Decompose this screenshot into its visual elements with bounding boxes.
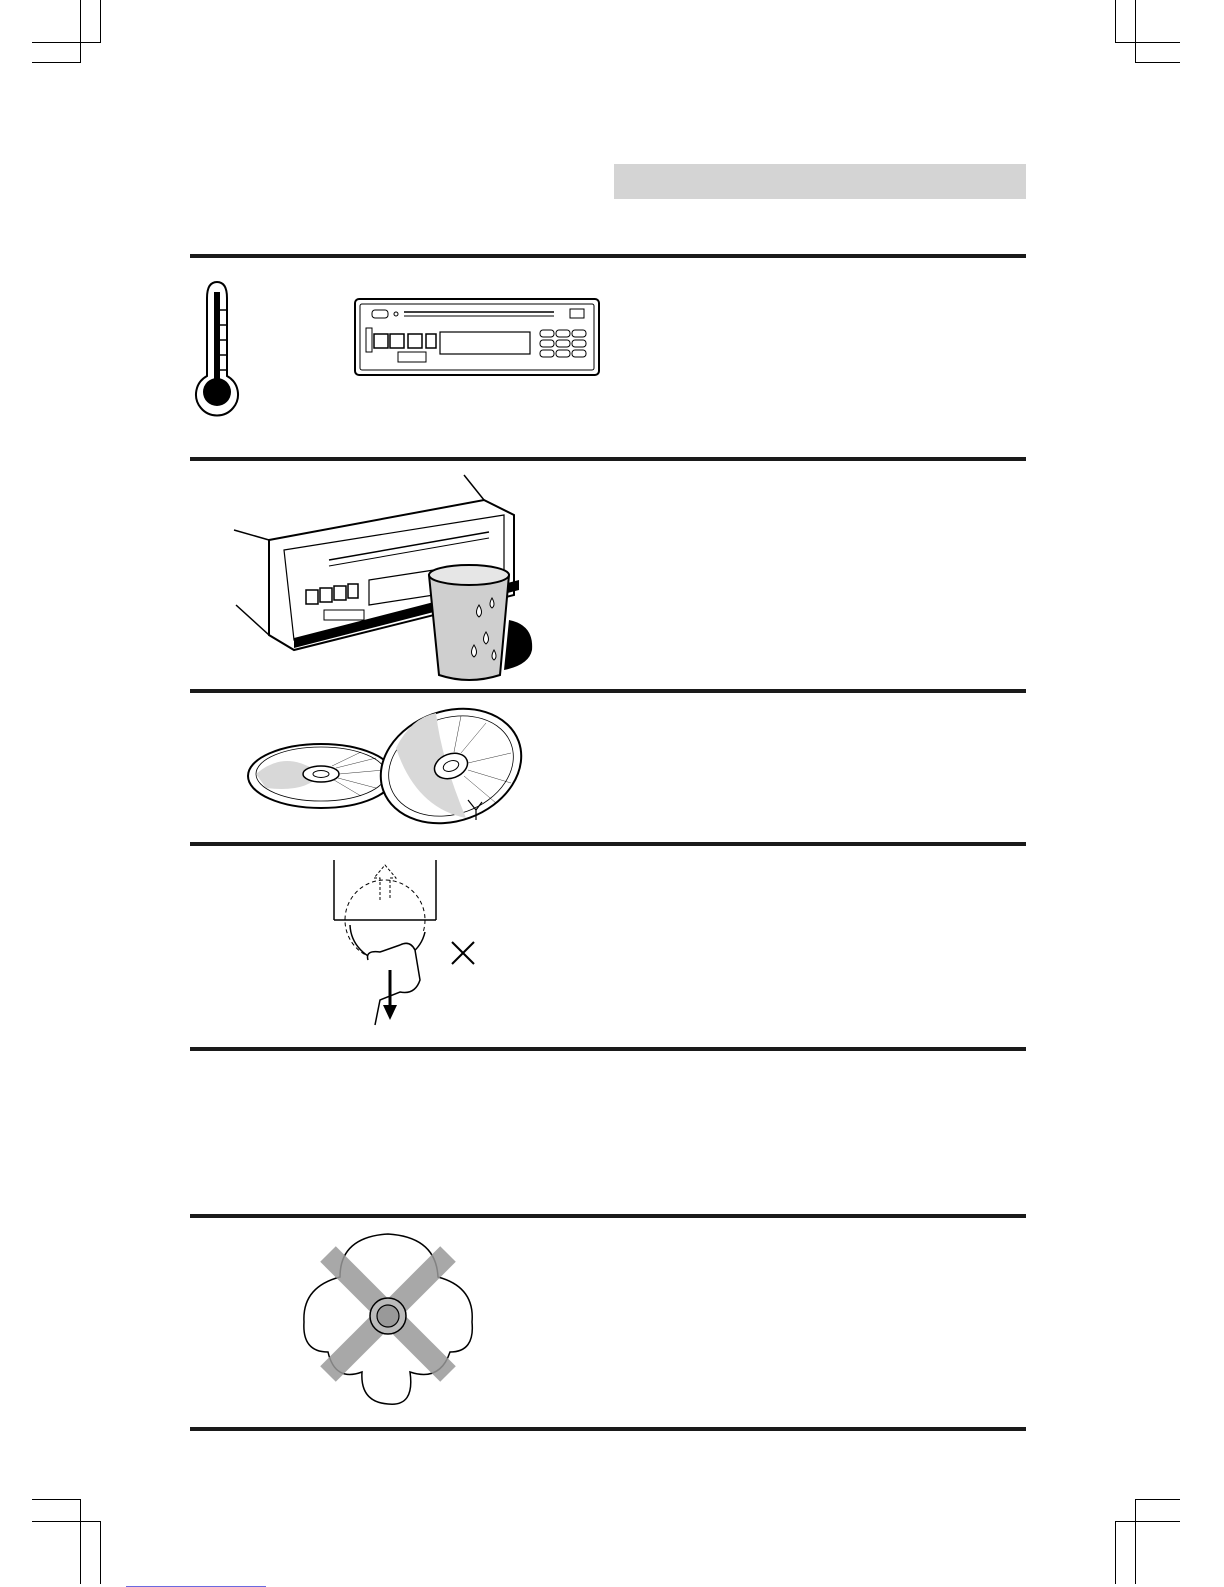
car-stereo-with-cold-glass [234, 470, 539, 685]
section-divider [190, 689, 1026, 693]
warped-discs [246, 708, 531, 830]
section-divider [190, 254, 1026, 258]
section-divider [190, 1214, 1026, 1218]
disc-ejection-pull [330, 860, 480, 1025]
irregular-shaped-disc-prohibited [300, 1232, 478, 1407]
section-divider [190, 457, 1026, 461]
car-stereo-front-panel [354, 298, 600, 376]
section-divider [190, 842, 1026, 846]
section-divider [190, 1427, 1026, 1431]
thermometer-icon [190, 280, 245, 415]
section-header-bar [614, 164, 1026, 199]
section-divider [190, 1047, 1026, 1051]
